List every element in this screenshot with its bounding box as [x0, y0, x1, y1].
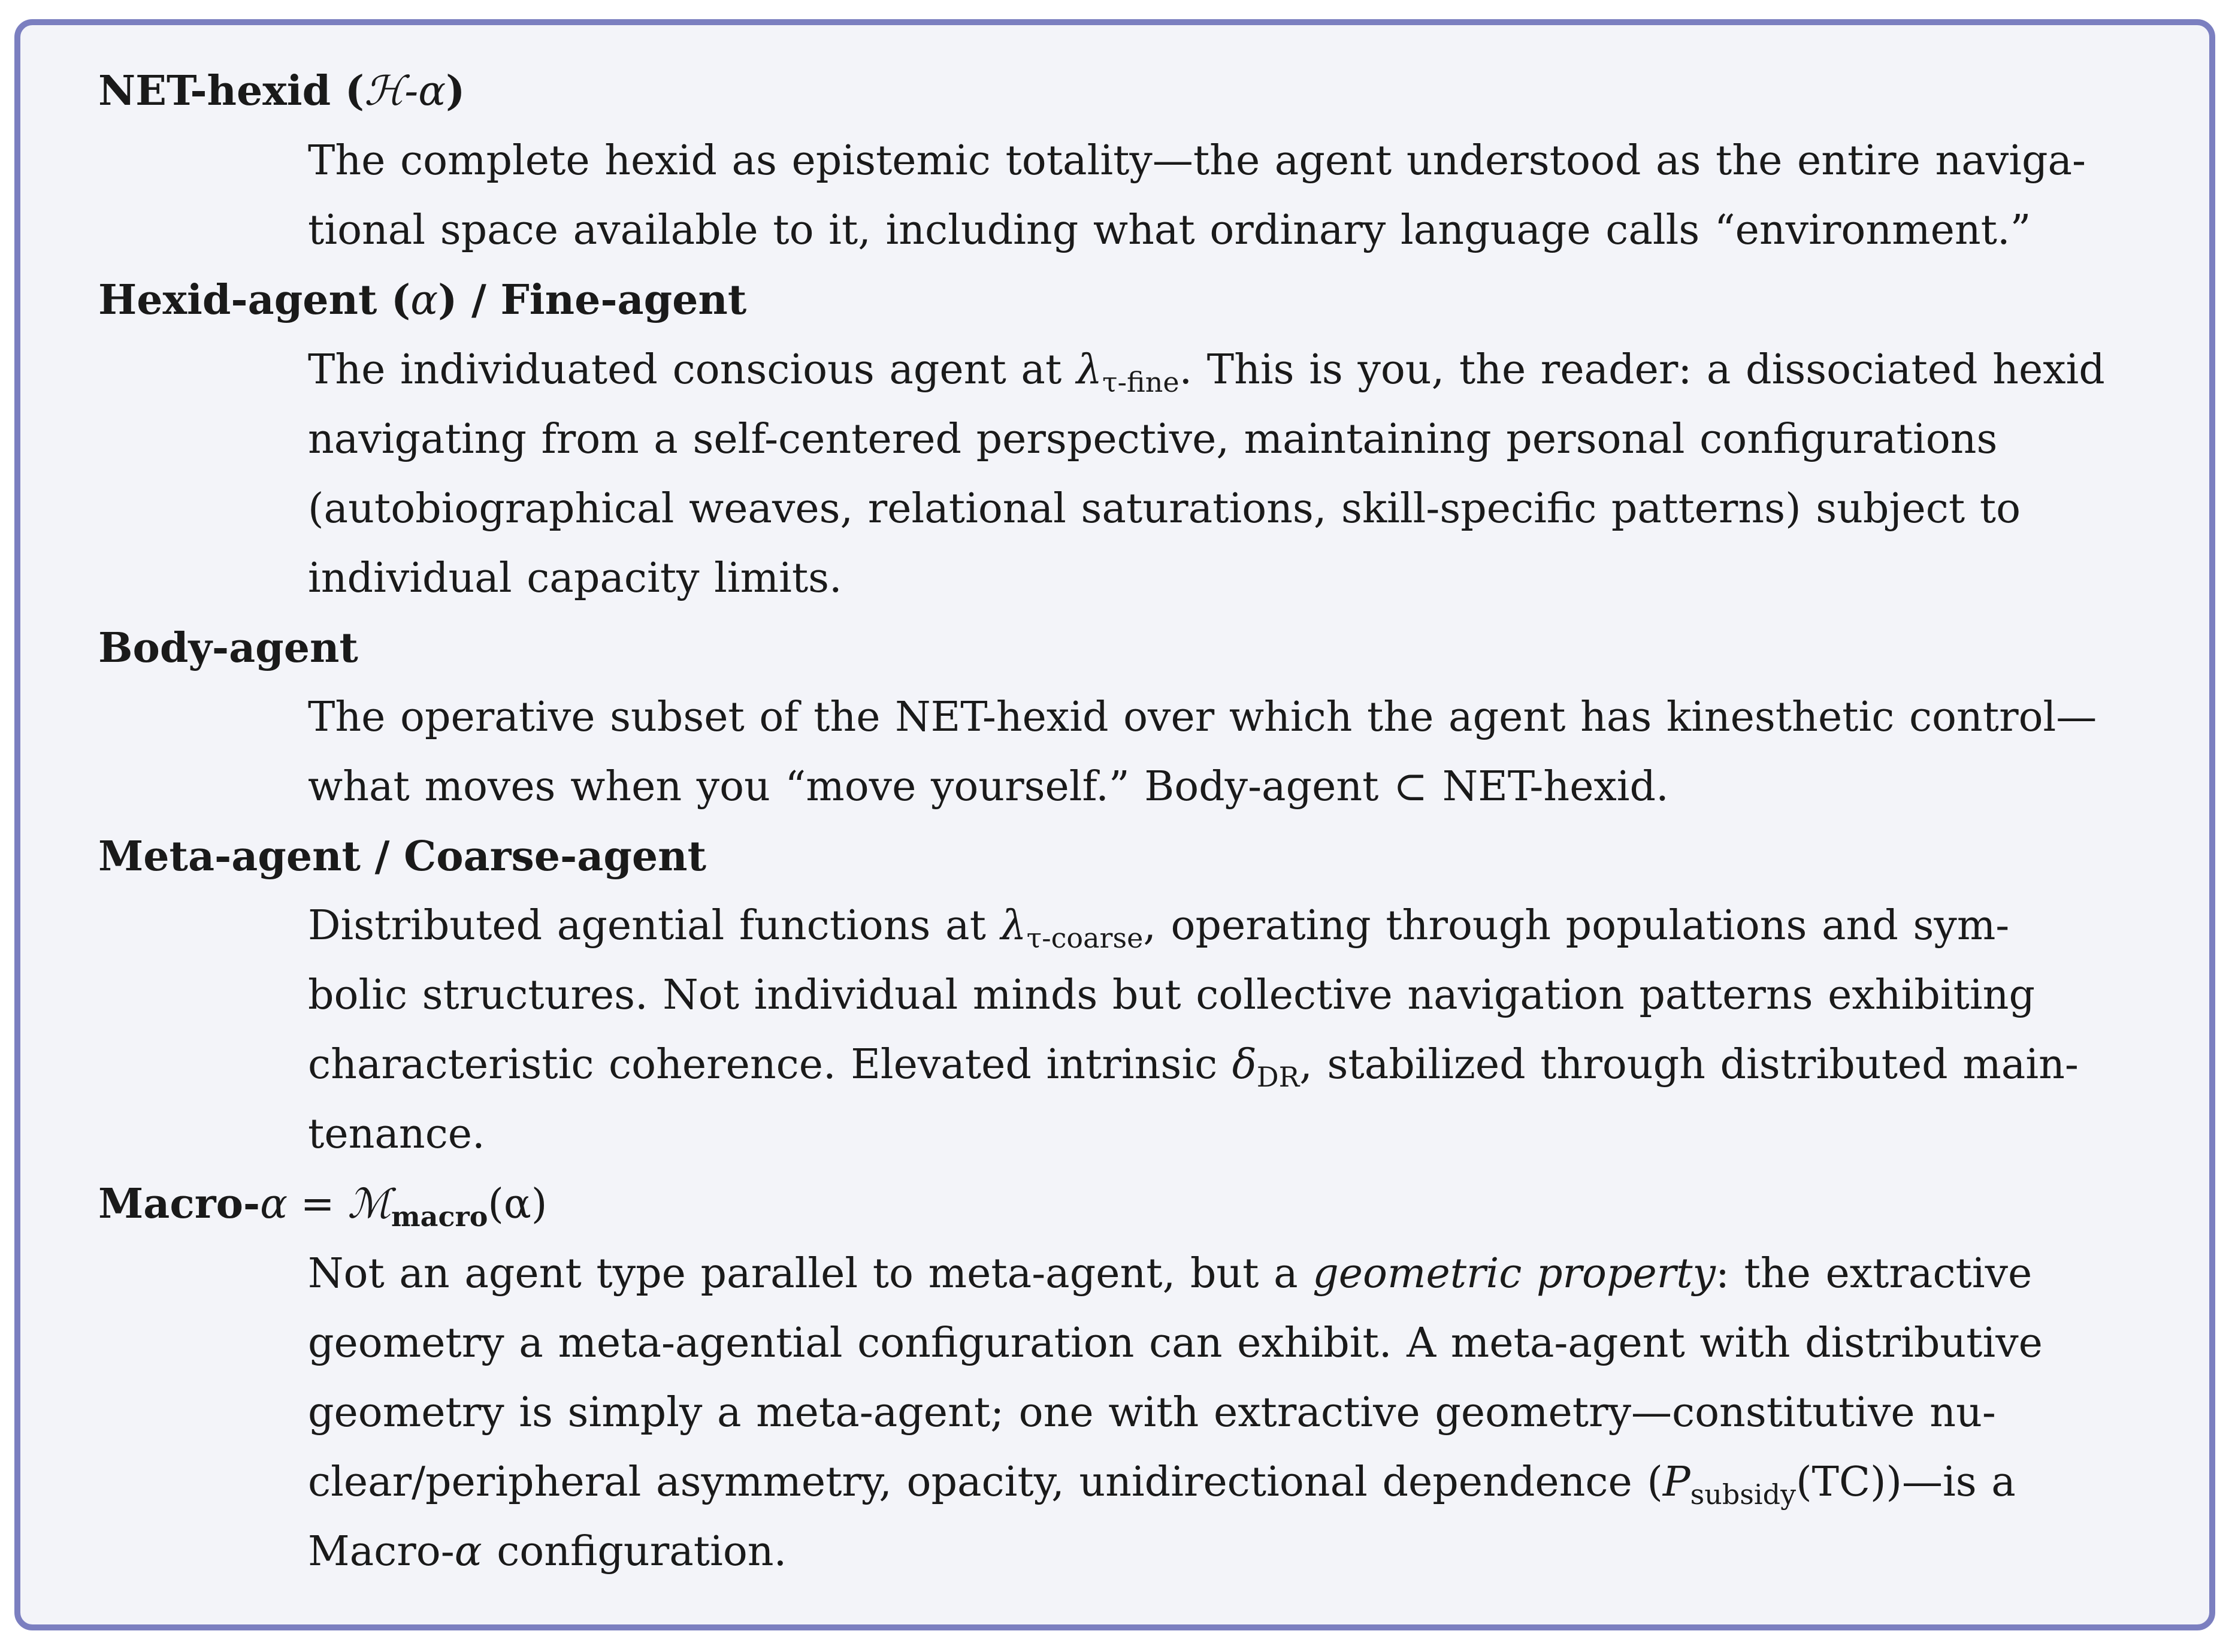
term-hexid-agent: Hexid-agent (α) / Fine-agent — [98, 276, 747, 324]
definition-line: The individuated conscious agent at $\lambda_{\tau-fine}$. This is you, the reader: a dissociated hexid — [308, 346, 2105, 398]
glossary-content — [98, 56, 2165, 1587]
term-macro-alpha: Macro-α = ℳ$_{macro}$(α) — [98, 1180, 548, 1233]
definition-line: tenance. — [308, 1111, 485, 1158]
definition-line: The operative subset of the NET-hexid over which the agent has kinesthetic control— — [308, 694, 2097, 741]
definition-line: geometry is simply a meta-agent; one with extractive geometry—constitutive nu- — [308, 1389, 1996, 1436]
definition-body-agent — [98, 683, 2165, 822]
term-meta-agent: Meta-agent / Coarse-agent — [98, 833, 706, 881]
definition-line: characteristic coherence. Elevated intrinsic $\delta_{DR}$, stabilized through distributed main- — [308, 1041, 2079, 1093]
glossary-box — [14, 19, 2215, 1630]
definition-line: Not an agent type parallel to meta-agent, but a geometric property: the extractive — [308, 1250, 2033, 1297]
definition-line: geometry a meta-agential configuration can exhibit. A meta-agent with distributive — [308, 1320, 2043, 1367]
definition-net-hexid — [98, 126, 2165, 265]
definition-line: bolic structures. Not individual minds but collective navigation patterns exhibiting — [308, 972, 2035, 1019]
definition-line: tional space available to it, including what ordinary language calls “environment.” — [308, 207, 2031, 254]
term-body-agent: Body-agent — [98, 624, 358, 672]
definition-macro-alpha — [98, 1239, 2165, 1587]
definition-line: clear/peripheral asymmetry, opacity, unidirectional dependence $(P_{subsidy}(TC))—is$ a — [308, 1459, 2016, 1511]
definition-line: Macro-α configuration. — [308, 1528, 787, 1575]
term-net-hexid: NET-hexid (ℋ-α) — [98, 67, 465, 115]
definition-line: individual capacity limits. — [308, 555, 842, 602]
definition-hexid-agent — [98, 335, 2165, 613]
definition-line: what moves when you “move yourself.” Body-agent ⊂ NET-hexid. — [308, 763, 1669, 810]
definition-line: The complete hexid as epistemic totality—the agent understood as the entire naviga- — [308, 137, 2086, 184]
definition-meta-agent — [98, 891, 2165, 1169]
definition-line: (autobiographical weaves, relational saturations, skill-specific patterns) subject to — [308, 485, 2021, 532]
definition-line: Distributed agential functions at $\lambda_{\tau-coarse}$, operating through populations and sym- — [308, 902, 2010, 954]
definition-line: navigating from a self-centered perspective, maintaining personal configurations — [308, 416, 1998, 463]
